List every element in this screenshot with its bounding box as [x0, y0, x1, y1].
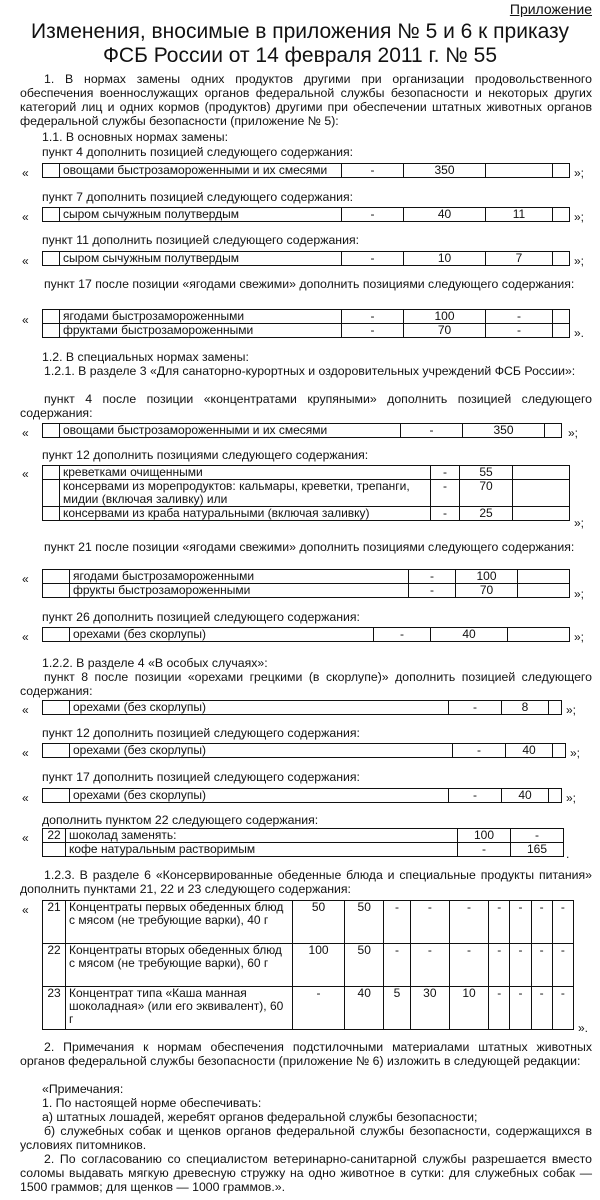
title-line-1: Изменения, вносимые в приложения № 5 и 6 к приказу — [31, 20, 569, 43]
quote-open: « — [22, 166, 29, 180]
quote-close: »; — [566, 791, 577, 805]
section-1-2-2: 1.2.2. В разделе 4 «В особых случаях»: — [42, 656, 268, 670]
quote-open: « — [22, 210, 29, 224]
quote-close: »; — [568, 426, 579, 440]
point-22-text: дополнить пунктом 22 следующего содержания: — [42, 813, 319, 827]
quote-end: ». — [574, 326, 585, 340]
point-4-text: пункт 4 дополнить позицией следующего содержания: — [42, 145, 354, 159]
notes-paragraph: 2. Примечания к нормам обеспечения подстилочными материалами штатных животных органов федеральной службы безопасности (приложение № 6) изложить в следующей редакции: — [20, 1040, 592, 1068]
table-point-26: орехами (без скорлупы) - 40 — [42, 627, 570, 642]
point-17b-text: пункт 17 дополнить позицией следующего содержания: — [42, 770, 360, 784]
section-1-2-3: 1.2.3. В разделе 6 «Консервированные обеденные блюда и специальные продукты питания» дополнить пунктами 21, 22 и 23 следующего содержания: — [20, 868, 592, 896]
table-point-17: ягодами быстрозамороженными - 100 - фруктами быстрозамороженными - 70 - — [42, 309, 570, 338]
title-line-2: ФСБ России от 14 февраля 2011 г. № 55 — [102, 44, 498, 67]
table-point-12: креветками очищенными - 55 консервами из морепродуктов: кальмары, креветки, трепанги, мидии (включая заливку) или - 70 консервами из краба натуральными (включая заливку) - 25 — [42, 465, 570, 521]
table-point-4: овощами быстрозамороженными и их смесями - 350 — [42, 163, 570, 178]
point-11-text: пункт 11 дополнить позицией следующего содержания: — [42, 233, 360, 247]
quote-close: »; — [574, 166, 585, 180]
quote-open: « — [22, 254, 29, 268]
quote-open: « — [22, 703, 29, 717]
table-1-2-3: 21 Концентраты первых обеденных блюд с мясом (не требующие варки), 40 г 50 50 - - - - - - - 22 Концентраты вторых обеденных блюд с мясом (не требующие варки), 60 г 100 50 - - - - - - - 23 Концентрат типа «Каша манная шоколадная» (или его эквивалент), 60 г - 40 5 30 10 - - - - — [42, 900, 574, 1030]
quote-close: »; — [566, 703, 577, 717]
notes-item-1: 1. По настоящей норме обеспечивать: — [42, 1096, 262, 1110]
point-21-text: пункт 21 после позиции «ягодами свежими» дополнить позициями следующего содержания: — [44, 540, 575, 554]
section-1-2: 1.2. В специальных нормах замены: — [42, 350, 249, 364]
table-point-17b: орехами (без скорлупы) - 40 — [42, 788, 562, 803]
quote-open: « — [22, 426, 29, 440]
quote-open: « — [22, 467, 29, 481]
table-point-7: сыром сычужным полутвердым - 40 11 — [42, 207, 570, 222]
quote-dot: . — [566, 847, 570, 861]
cell: овощами быстрозамороженными и их смесями — [60, 164, 342, 178]
point-12-text: пункт 12 дополнить позициями следующего содержания: — [42, 448, 369, 462]
point-12b-text: пункт 12 дополнить позицией следующего содержания: — [42, 726, 360, 740]
quote-open: « — [22, 831, 29, 845]
notes-heading: «Примечания: — [42, 1082, 124, 1096]
appendix-label: Приложение — [509, 1, 592, 17]
quote-open: « — [22, 746, 29, 760]
point-17-text: пункт 17 после позиции «ягодами свежими» дополнить позициями следующего содержания: — [44, 277, 575, 291]
table-point-8: орехами (без скорлупы) - 8 — [42, 700, 562, 715]
document-title — [0, 20, 600, 68]
section-1-1: 1.1. В основных нормах замены: — [42, 130, 229, 144]
quote-close: »; — [574, 630, 585, 644]
table-point-12b: орехами (без скорлупы) - 40 — [42, 743, 566, 758]
intro-paragraph: 1. В нормах замены одних продуктов другими при организации продовольственного обеспечения военнослужащих органов федеральной службы безопасности и некоторых других категорий лиц и одних кормов (продуктов) другими при обеспечении штатных животных органов федеральной службы безопасности (приложение № 5): — [20, 72, 592, 128]
quote-open: « — [22, 313, 29, 327]
section-1-2-1: 1.2.1. В разделе 3 «Для санаторно-курортных и оздоровительных учреждений ФСБ России»: — [44, 364, 576, 378]
quote-open: « — [22, 630, 29, 644]
point-7-text: пункт 7 дополнить позицией следующего содержания: — [42, 190, 354, 204]
quote-close: »; — [574, 587, 585, 601]
point-4b-text: пункт 4 после позиции «концентратами крупяными» дополнить позицией следующего содержания: — [20, 392, 592, 420]
quote-open: « — [22, 903, 29, 917]
quote-close: »; — [574, 516, 585, 530]
table-point-11: сыром сычужным полутвердым - 10 7 — [42, 251, 570, 266]
notes-item-2: 2. По согласованию со специалистом ветеринарно-санитарной службы разрешается вместо соломы выдавать мягкую древесную стружку на одно животное в сутки: для служебных собак — 1500 граммов; для щенков — 1000 граммов.». — [20, 1152, 592, 1194]
table-point-22: 22 шоколад заменять: 100 - кофе натуральным растворимым - 165 — [42, 828, 564, 857]
quote-close: »; — [574, 254, 585, 268]
table-point-4b: овощами быстрозамороженными и их смесями - 350 — [42, 423, 562, 438]
point-26-text: пункт 26 дополнить позицией следующего содержания: — [42, 610, 360, 624]
notes-item-b: б) служебных собак и щенков органов федеральной службы безопасности, содержащихся в условиях питомников. — [20, 1124, 592, 1152]
quote-open: « — [22, 572, 29, 586]
notes-item-a: а) штатных лошадей, жеребят органов федеральной службы безопасности; — [42, 1110, 478, 1124]
quote-open: « — [22, 791, 29, 805]
quote-close: »; — [570, 746, 581, 760]
table-point-21: ягодами быстрозамороженными - 100 фрукты быстрозамороженными - 70 — [42, 569, 570, 598]
quote-end: ». — [578, 1021, 589, 1035]
point-8-text: пункт 8 после позиции «орехами грецкими (в скорлупе)» дополнить позицией следующего содержания: — [20, 670, 592, 698]
quote-close: »; — [574, 210, 585, 224]
